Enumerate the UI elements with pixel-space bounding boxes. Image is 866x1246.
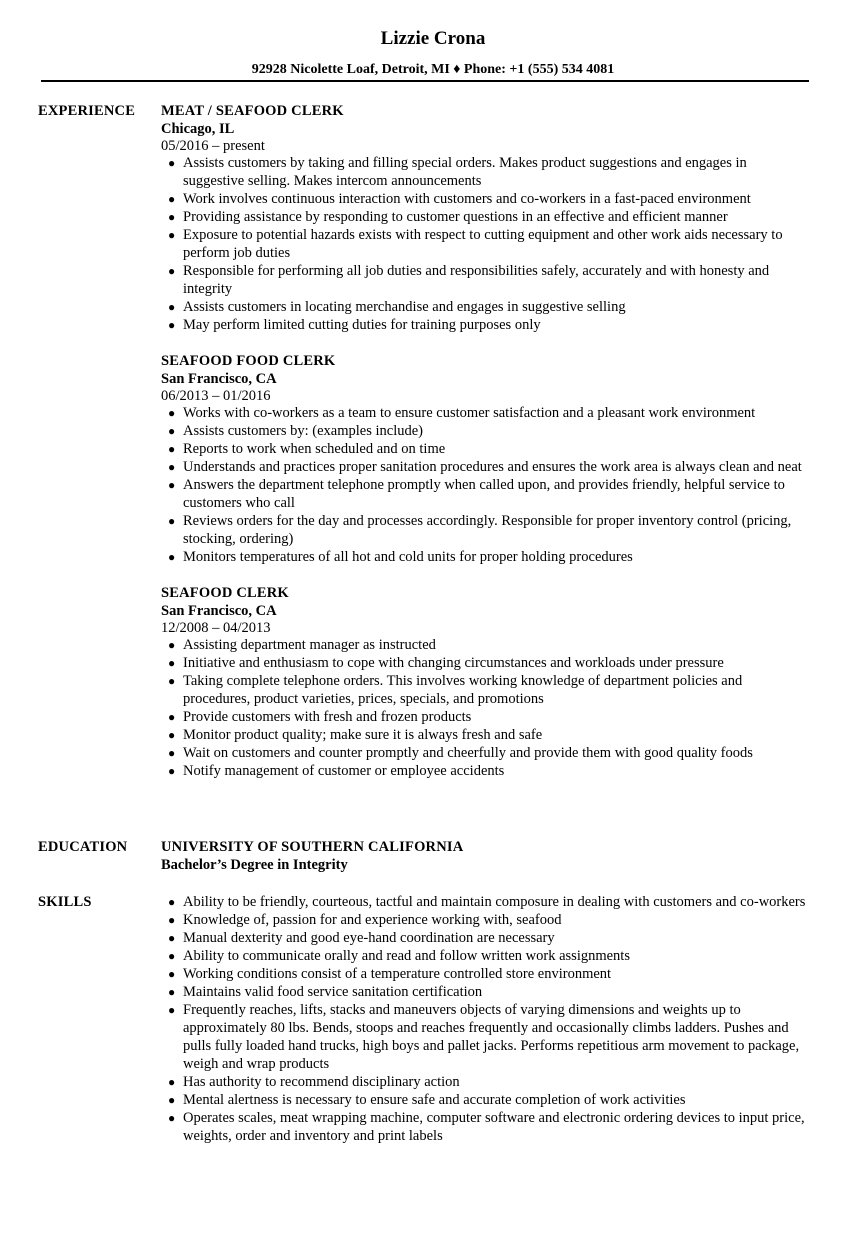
list-item: ● Operates scales, meat wrapping machine, computer software and electronic ordering devices to input price, weights, order and inventory and print labels [168,1110,805,1144]
list-item: ● Works with co-workers as a team to ensure customer satisfaction and a pleasant work environment [168,405,756,421]
job-title: SEAFOOD CLERK [161,585,289,601]
bullet-icon: ● [168,318,176,332]
list-item: ● Monitor product quality; make sure it is always fresh and safe [168,727,543,743]
bullet-icon: ● [168,424,176,438]
list-item: ● Assists customers in locating merchandise and engages in suggestive selling [168,299,626,315]
list-item: ● Maintains valid food service sanitation certification [168,984,483,1000]
experience-list [161,102,811,780]
list-item: ● Exposure to potential hazards exists with respect to cutting equipment and other work aids necessary to perform job duties [168,227,783,261]
bullet-icon: ● [168,1111,176,1125]
list-item: ● Initiative and enthusiasm to cope with changing circumstances and workloads under pressure [168,655,724,671]
school-name: UNIVERSITY OF SOUTHERN CALIFORNIA [161,839,464,855]
list-item: ● Manual dexterity and good eye-hand coordination are necessary [168,930,555,946]
education-entry [161,838,811,874]
list-item: ● Taking complete telephone orders. This involves working knowledge of department policies and procedures, product varieties, prices, specials, and promotions [168,673,743,707]
bullet-icon: ● [168,1075,176,1089]
bullet-icon: ● [168,746,176,760]
bullet-icon: ● [168,514,176,528]
list-item: ● Responsible for performing all job duties and responsibilities safely, accurately and with honesty and integrity [168,263,770,297]
bullet-icon: ● [168,156,176,170]
job-location: San Francisco, CA [161,603,277,619]
bullet-icon: ● [168,264,176,278]
list-item: ● Assists customers by: (examples include) [168,423,424,439]
bullet-icon: ● [168,764,176,778]
skills-list-wrapper [161,893,811,1145]
bullet-icon: ● [168,442,176,456]
bullet-icon: ● [168,913,176,927]
job-title: MEAT / SEAFOOD CLERK [161,103,344,119]
list-item: ● Assists customers by taking and filling special orders. Makes product suggestions and engages in suggestive selling. Makes intercom announcements [168,155,747,189]
list-item: ● Working conditions consist of a temperature controlled store environment [168,966,612,982]
list-item: ● Reports to work when scheduled and on time [168,441,446,457]
header-divider [41,80,809,82]
bullet-icon: ● [168,478,176,492]
contact-line: 92928 Nicolette Loaf, Detroit, MI ♦ Phone: +1 (555) 534 4081 [251,62,615,77]
bullet-icon: ● [168,728,176,742]
list-item: ● Assisting department manager as instructed [168,637,436,653]
job-entry [161,102,811,334]
job-location: Chicago, IL [161,121,235,137]
list-item: ● Providing assistance by responding to customer questions in an effective and efficient manner [168,209,728,225]
bullet-icon: ● [168,228,176,242]
bullet-icon: ● [168,192,176,206]
list-item: ● Ability to communicate orally and read and follow written work assignments [168,948,630,964]
section-label-skills: SKILLS [38,894,92,910]
skills-list [161,893,811,1145]
section-label-education: EDUCATION [38,839,128,855]
list-item: ● Frequently reaches, lifts, stacks and maneuvers objects of varying dimensions and weights up to approximately 80 lbs. Bends, stoops and reaches frequently and occasionally climbs ladders. Pushes and pulls fully loaded hand trucks, high boys and pallet jacks. Performs repetitious arm movement to package, weigh and wrap products [168,1002,800,1072]
bullet-icon: ● [168,300,176,314]
bullet-icon: ● [168,895,176,909]
bullet-icon: ● [168,1003,176,1017]
job-title: SEAFOOD FOOD CLERK [161,353,336,369]
bullet-icon: ● [168,931,176,945]
job-location: San Francisco, CA [161,371,277,387]
bullet-icon: ● [168,460,176,474]
bullet-icon: ● [168,674,176,688]
bullet-icon: ● [168,985,176,999]
list-item: ● Mental alertness is necessary to ensure safe and accurate completion of work activities [168,1092,686,1108]
bullet-icon: ● [168,550,176,564]
list-item: ● Wait on customers and counter promptly and cheerfully and provide them with good quality foods [168,745,753,761]
bullet-icon: ● [168,638,176,652]
bullet-icon: ● [168,656,176,670]
list-item: ● Has authority to recommend disciplinary action [168,1074,460,1090]
list-item: ● Provide customers with fresh and frozen products [168,709,472,725]
section-label-experience: EXPERIENCE [38,103,136,119]
list-item: ● Reviews orders for the day and processes accordingly. Responsible for proper inventory control (pricing, stocking, ordering) [168,513,792,547]
job-dates: 05/2016 – present [161,138,265,154]
job-dates: 12/2008 – 04/2013 [161,620,271,636]
bullet-icon: ● [168,949,176,963]
list-item: ● Notify management of customer or employee accidents [168,763,505,779]
job-entry [161,352,811,566]
list-item: ● Ability to be friendly, courteous, tactful and maintain composure in dealing with customers and co-workers [168,894,806,910]
bullet-icon: ● [168,1093,176,1107]
list-item: ● Knowledge of, passion for and experience working with, seafood [168,912,562,928]
list-item: ● Work involves continuous interaction with customers and co-workers in a fast-paced environment [168,191,751,207]
bullet-icon: ● [168,210,176,224]
list-item: ● May perform limited cutting duties for training purposes only [168,317,541,333]
job-duties-list [161,636,811,780]
job-dates: 06/2013 – 01/2016 [161,388,271,404]
degree: Bachelor’s Degree in Integrity [161,857,348,873]
bullet-icon: ● [168,406,176,420]
job-entry [161,584,811,780]
list-item: ● Answers the department telephone promptly when called upon, and provides friendly, helpful service to customers who call [168,477,785,511]
candidate-name: Lizzie Crona [380,28,486,49]
bullet-icon: ● [168,967,176,981]
bullet-icon: ● [168,710,176,724]
list-item: ● Understands and practices proper sanitation procedures and ensures the work area is always clean and neat [168,459,802,475]
job-duties-list [161,154,811,334]
job-duties-list [161,404,811,566]
list-item: ● Monitors temperatures of all hot and cold units for proper holding procedures [168,549,633,565]
